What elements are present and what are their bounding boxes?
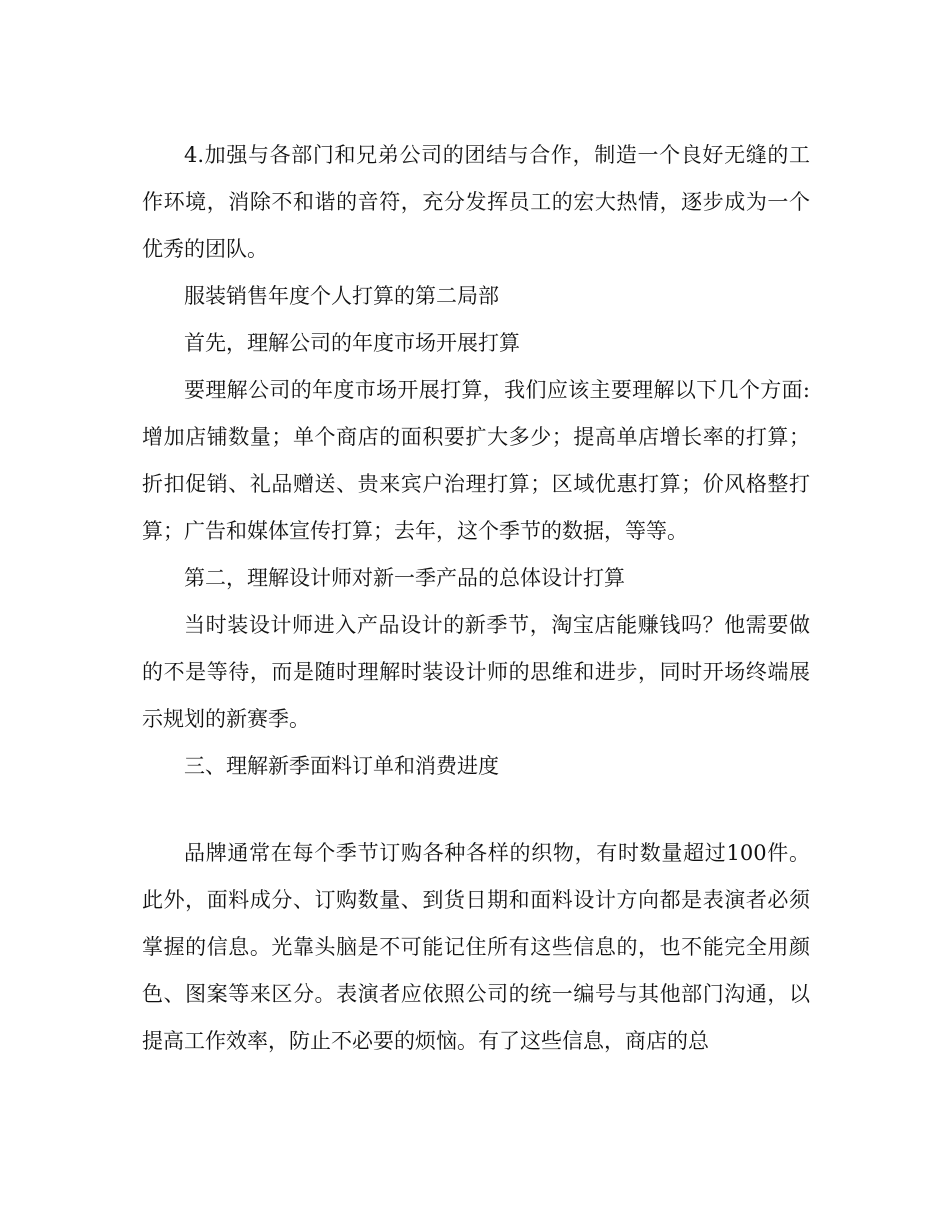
subheading-designer-plan: 第二，理解设计师对新一季产品的总体设计打算 — [184, 566, 625, 590]
blank-line — [142, 790, 810, 830]
paragraph-fabric-orders: 品牌通常在每个季节订购各种各样的织物，有时数量超过100件。此外，面料成分、订购数量、到货日期和面料设计方向都是表演者必须掌握的信息。光靠头脑是不可能记住所有这些信息的，也不能完全用颜色、图案等来区分。表演者应依照公司的统一编号与其他部门沟通，以提高工作效率，防止不必要的烦恼。有了这些信息，商店的总 — [142, 841, 810, 1053]
document-body — [142, 132, 810, 1065]
paragraph-market-plan: 要理解公司的年度市场开展打算，我们应该主要理解以下几个方面:增加店铺数量；单个商店的面积要扩大多少；提高单店增长率的打算；折扣促销、礼品赠送、贵来宾户治理打算；区域优惠打算；价风格整打算；广告和媒体宣传打算；去年，这个季节的数据，等等。 — [142, 378, 810, 543]
section-heading-part-two: 服装销售年度个人打算的第二局部 — [184, 284, 499, 308]
paragraph-designer-plan: 当时装设计师进入产品设计的新季节，淘宝店能赚钱吗？他需要做的不是等待，而是随时理解时装设计师的思维和进步，同时开场终端展示规划的新赛季。 — [142, 613, 810, 731]
paragraph-team-cooperation: 4.加强与各部门和兄弟公司的团结与合作，制造一个良好无缝的工作环境，消除不和谐的音符，充分发挥员工的宏大热情，逐步成为一个优秀的团队。 — [142, 143, 810, 261]
subheading-market-plan: 首先，理解公司的年度市场开展打算 — [184, 331, 520, 355]
subheading-fabric-orders: 三、理解新季面料订单和消费进度 — [184, 754, 499, 778]
